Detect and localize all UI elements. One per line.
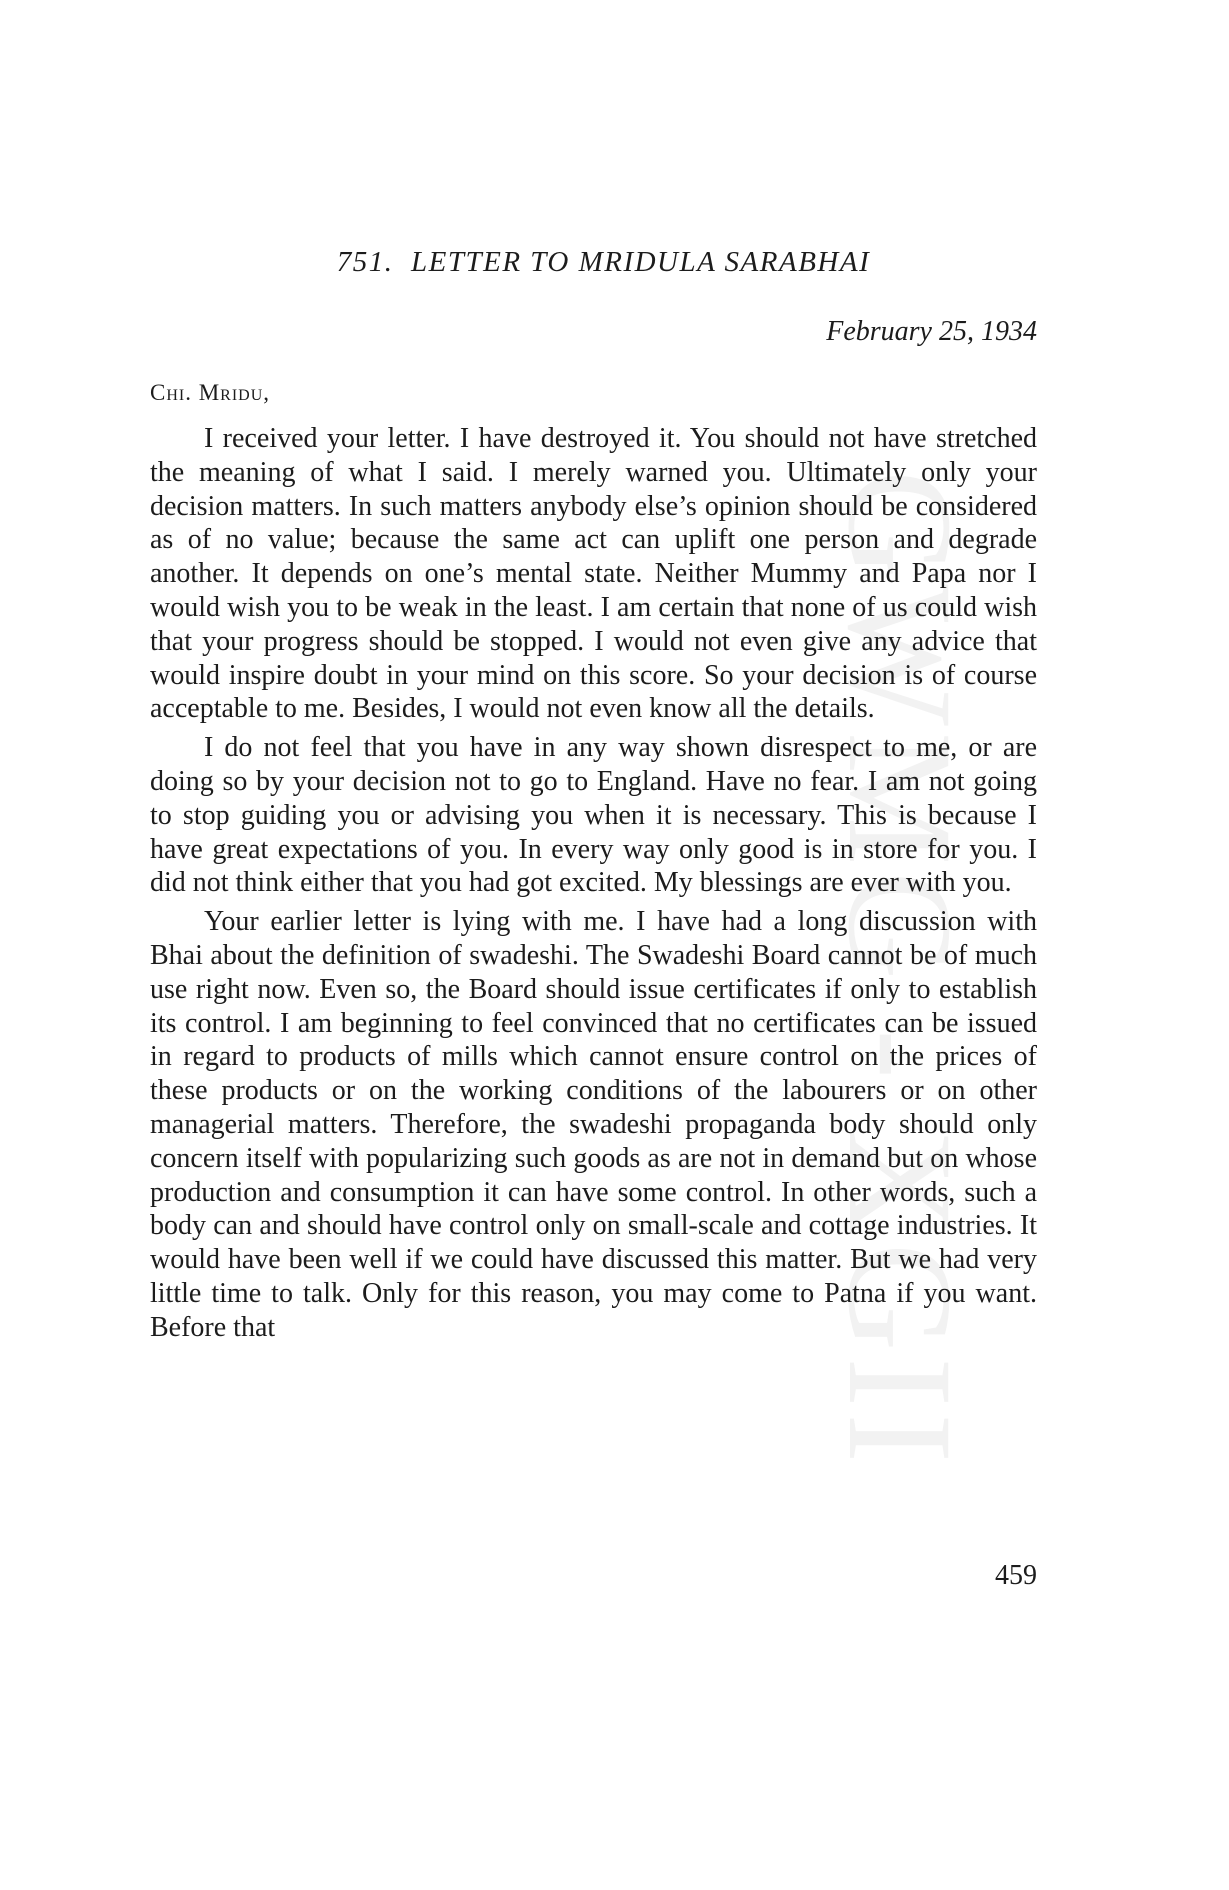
- salutation: Chi. Mridu,: [150, 380, 271, 405]
- paragraph-3: Your earlier letter is lying with me. I have had a long discussion with Bhai about the definition of swadeshi. The Swadeshi Board cannot be of much use right now. Even so, the Board should issue certificates if only to establish its control. I am beginning to feel convinced that no certificates can be issued in regard to products of mills which cannot ensure control on the prices of these products or on the working conditions of the labourers or on other managerial matters. Therefore, the swadeshi propaganda body should only concern itself with popularizing such goods as are not in demand but on whose production and consumption it can have some control. In other words, such a body can and should have control only on small-scale and cottage industries. It would have been well if we could have discussed this matter. But we had very little time to talk. Only for this reason, you may come to Patna if you want. Before that: [150, 906, 1037, 1343]
- letter-content: [150, 240, 1037, 1345]
- letter-date: February 25, 1934: [826, 316, 1037, 347]
- heading-number: 751.: [336, 246, 394, 278]
- page-number: 459: [995, 1560, 1037, 1591]
- paragraph-2: I do not feel that you have in any way shown disrespect to me, or are doing so by your decision not to go to England. Have no fear. I am not going to stop guiding you or advising you when it is necessary. This is because I have great expectations of you. In every way only good is in store for you. I did not think either that you had got excited. My blessings are ever with you.: [150, 732, 1037, 899]
- paragraph-1: I received your letter. I have destroyed it. You should not have stretched the meaning of what I said. I merely warned you. Ultimately only your decision matters. In such matters anybody else’s opinion should be considered as of no value; because the same act can uplift one person and degrade another. It depends on one’s mental state. Neither Mummy and Papa nor I would wish you to be weak in the least. I am certain that none of us could wish that your progress should be stopped. I would not even give any advice that would inspire doubt in your mind on this score. So your decision is of course acceptable to me. Besides, I would not even know all the details.: [150, 423, 1037, 725]
- watermark: GWMG - XGII: [817, 470, 983, 1470]
- letter-heading: [170, 240, 1037, 284]
- heading-title: LETTER TO MRIDULA SARABHAI: [411, 246, 871, 278]
